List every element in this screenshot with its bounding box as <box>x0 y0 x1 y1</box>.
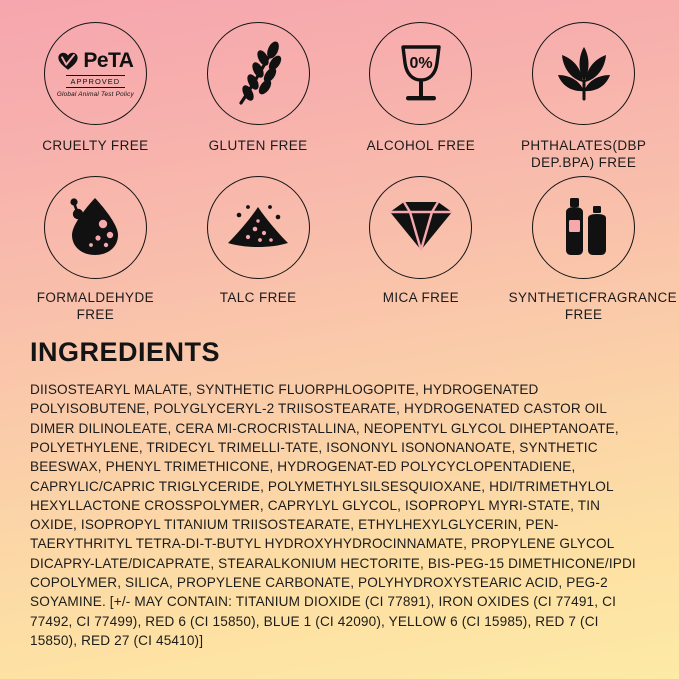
badge-formaldehyde-free <box>14 176 177 324</box>
ingredients-section <box>0 323 679 650</box>
wine-glass-zero-icon <box>393 41 449 107</box>
badge-synthetic-fragrance-free <box>502 176 678 324</box>
badge-talc-free <box>177 176 340 324</box>
leaves-icon <box>552 43 616 105</box>
ingredients-title: INGREDIENTS <box>30 337 221 368</box>
peta-policy-label: Global Animal Test Policy <box>56 90 134 98</box>
badge-label: FORMALDEHYDE FREE <box>36 289 155 322</box>
bottles-icon <box>554 194 614 260</box>
peta-approved-icon <box>53 43 137 105</box>
badge-circle <box>44 176 147 279</box>
badge-circle <box>369 176 472 279</box>
badge-label: CRUELTY FREE <box>42 138 149 153</box>
peta-wordmark: PeTA <box>83 49 134 72</box>
badge-label: ALCOHOL FREE <box>366 138 476 153</box>
badge-label: SYNTHETICFRAGRANCE FREE <box>508 289 678 322</box>
badge-label: PHTHALATES(DBP DEP.BPA) FREE <box>520 138 647 171</box>
ingredients-text: DIISOSTEARYL MALATE, SYNTHETIC FLUORPHLOGOPITE, HYDROGENATED POLYISOBUTENE, POLYGLYCERYL-2 TRIISOSTEARATE, HYDROGENATED CASTOR OIL DIMER DILINOLEATE, CERA MI-CROCRISTALLINA, NEOPENTYL GLYCOL DIHEPTANOATE, POLYETHYLENE, TRIDECYL TRIMELLI-TATE, ISONONYL ISONONANOATE, SYNTHETIC BEESWAX, PHENYL TRIMETHICONE, HYDROGENAT-ED POLYCYCLOPENTADIENE, CAPRYLIC/CAPRIC TRIGLYCERIDE, POLYMETHYLSILSESQUIOXANE, HDI/TRIMETHYLOL HEXYLLACTONE CROSSPOLYMER, CAPRYLYL GLYCOL, ISOPROPYL MYRI-STATE, TIN OXIDE, ISOPROPYL TITANIUM TRIISOSTEARATE, ETHYLHEXYLGLYCERIN, PEN-TAERYTHRITYL TETRA-DI-T-BUTYL HYDROXYHYDROCINNAMATE, PROPYLENE GLYCOL DICAPRY-LATE/DICAPRATE, STEARALKONIUM HECTORITE, BIS-PEG-15 DIMETHICONE/IPDI COPOLYMER, SILICA, PROPYLENE CARBONATE, POLYHYDROXYSTEARIC ACID, PEG-2 SOYAMINE. [+/- MAY CONTAIN: TITANIUM DIOXIDE (CI 77891), IRON OXIDES (CI 77491, CI 77492, CI 77499), RED 6 (CI 15850), BLUE 1 (CI 42090), YELLOW 6 (CI 15985), RED 7 (CI 15850), RED 27 (CI 45410)] <box>30 382 640 648</box>
badge-label: MICA FREE <box>382 289 460 305</box>
droplet-molecule-icon <box>62 194 128 260</box>
badge-circle <box>532 22 635 125</box>
badge-gluten-free <box>177 22 340 172</box>
badge-circle <box>207 176 310 279</box>
badge-label: TALC FREE <box>219 289 297 305</box>
badge-alcohol-free <box>340 22 503 172</box>
badge-mica-free <box>340 176 503 324</box>
powder-pile-icon <box>222 199 294 255</box>
badge-label: GLUTEN FREE <box>208 138 308 153</box>
badge-circle <box>207 22 310 125</box>
badge-circle <box>44 22 147 125</box>
peta-approved-label: APPROVED <box>66 75 126 88</box>
wheat-icon <box>227 41 289 107</box>
badge-circle <box>532 176 635 279</box>
diamond-icon <box>384 198 458 256</box>
badge-phthalates-free <box>502 22 665 172</box>
badge-cruelty-free <box>14 22 177 172</box>
glass-zero-text: 0% <box>409 54 433 72</box>
badge-circle <box>369 22 472 125</box>
certification-badge-grid <box>0 0 679 323</box>
